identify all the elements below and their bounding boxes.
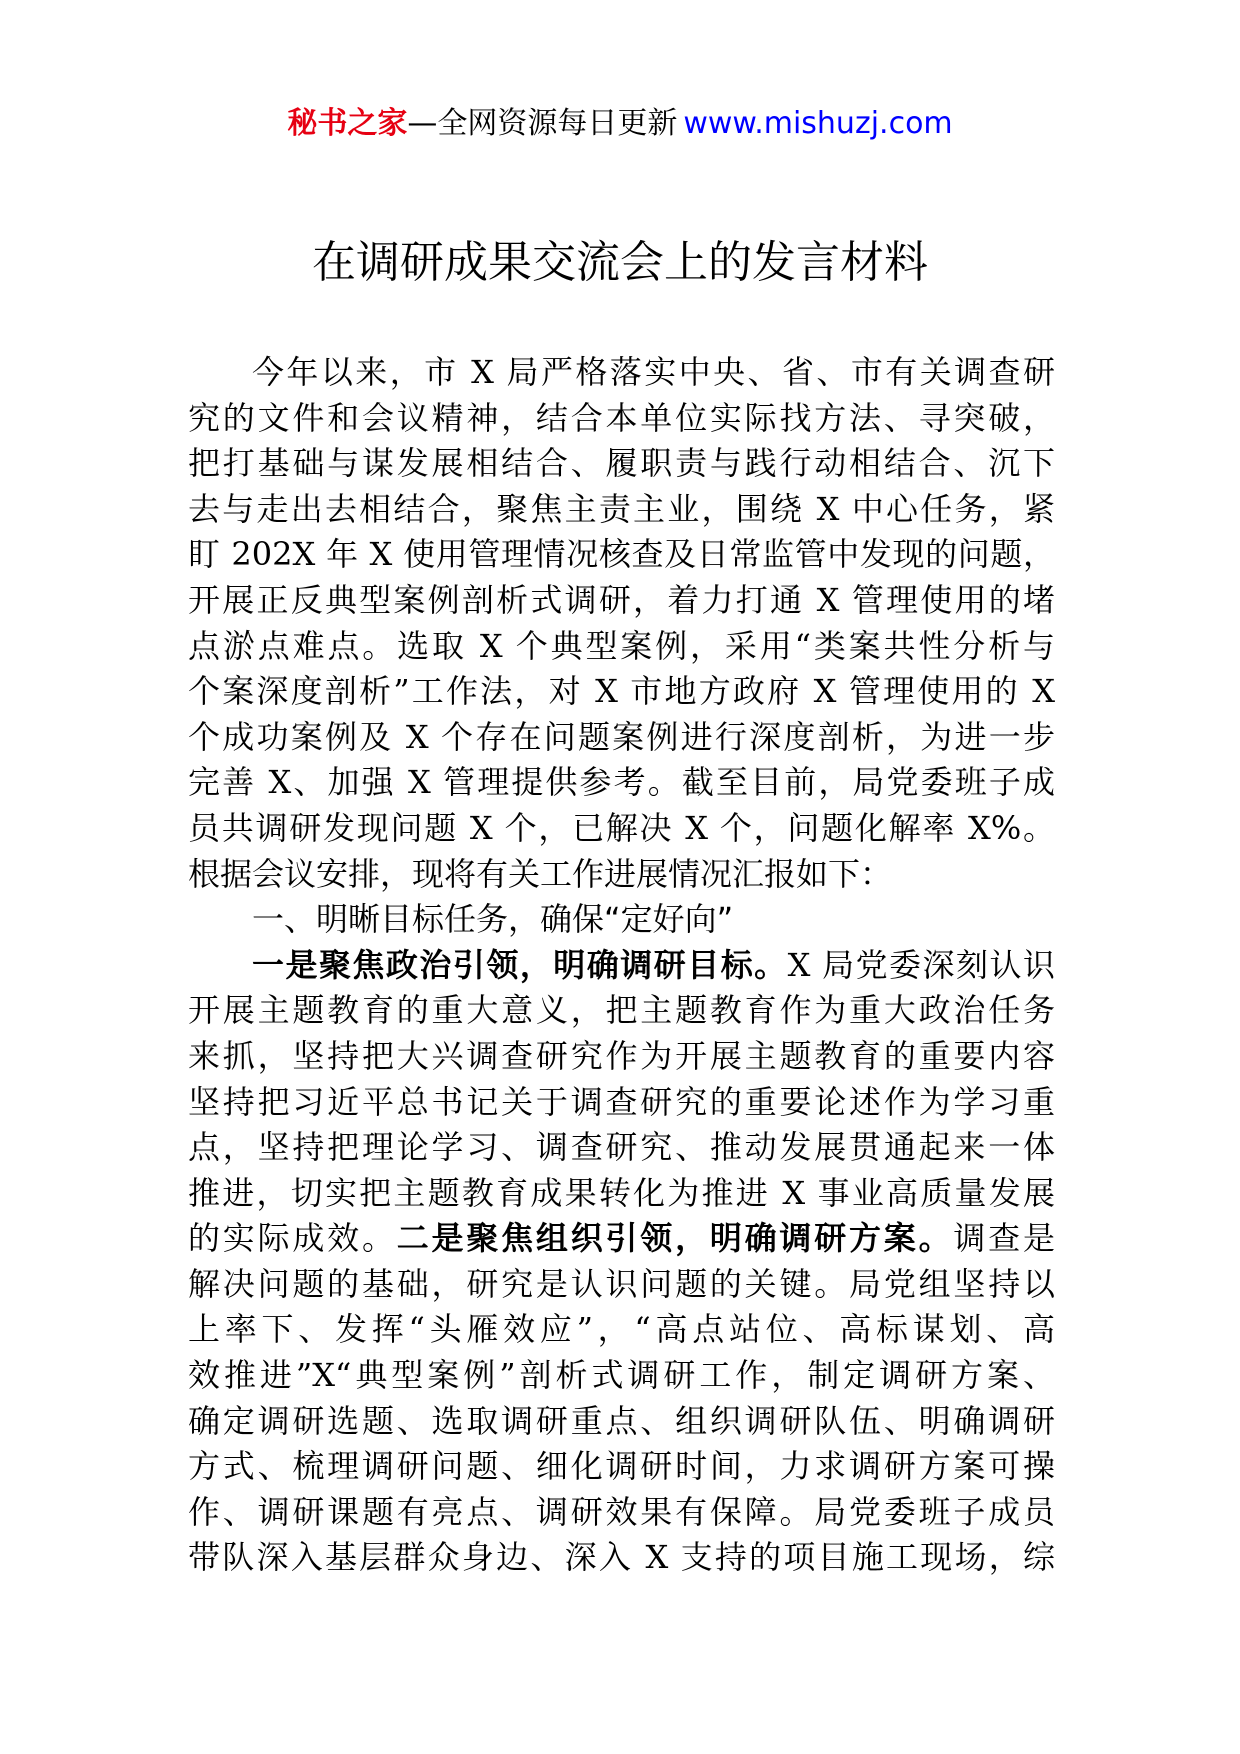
subheading-organizational-leadership: 二是聚焦组织引领，明确调研方案。 <box>396 1219 954 1258</box>
header-tagline: —全网资源每日更新 <box>407 106 678 141</box>
paragraph-text: 的实际成效。 <box>188 1219 397 1258</box>
paragraph-text: 调查是 <box>953 1219 1055 1258</box>
paragraph-line: 把打基础与谋发展相结合、履职责与践行动相结合、沉下 <box>188 444 1055 483</box>
subheading-political-leadership: 一是聚焦政治引领，明确调研目标。 <box>252 945 788 984</box>
paragraph-line: 点，坚持把理论学习、调查研究、推动发展贯通起来一体 <box>188 1128 1055 1167</box>
paragraph-line: 上率下、发挥“头雁效应”，“高点站位、高标谋划、高 <box>188 1310 1055 1349</box>
paragraph-line: 确定调研选题、选取调研重点、组织调研队伍、明确调研 <box>188 1401 1055 1440</box>
section-heading: 一、明晰目标任务，确保“定好向” <box>252 900 734 939</box>
paragraph-line <box>188 1216 1055 1262</box>
paragraph-line: 盯 202X 年 X 使用管理情况核查及日常监管中发现的问题， <box>188 535 1055 574</box>
paragraph-line: 推进，切实把主题教育成果转化为推进 X 事业高质量发展 <box>188 1173 1055 1212</box>
paragraph-line: 究的文件和会议精神，结合本单位实际找方法、寻突破， <box>188 398 1055 437</box>
paragraph-line: 根据会议安排，现将有关工作进展情况汇报如下： <box>188 854 893 893</box>
site-url-link[interactable]: www.mishuzj.com <box>683 106 953 141</box>
paragraph-line: 个案深度剖析”工作法，对 X 市地方政府 X 管理使用的 X <box>188 672 1055 711</box>
paragraph-line: 今年以来，市 X 局严格落实中央、省、市有关调查研 <box>252 353 1055 391</box>
paragraph-line: 完善 X、加强 X 管理提供参考。截至目前，局党委班子成 <box>188 763 1055 802</box>
paragraph-line: 来抓，坚持把大兴调查研究作为开展主题教育的重要内容 <box>188 1036 1055 1075</box>
paragraph-line: 去与走出去相结合，聚焦主责主业，围绕 X 中心任务，紧 <box>188 489 1055 528</box>
intro-paragraph <box>188 350 1055 897</box>
paragraph-line: 解决问题的基础，研究是认识问题的关键。局党组坚持以 <box>188 1264 1055 1303</box>
paragraph-line: 员共调研发现问题 X 个，已解决 X 个，问题化解率 X%。 <box>188 808 1055 847</box>
paragraph-line: 开展正反典型案例剖析式调研，着力打通 X 管理使用的堵 <box>188 580 1055 619</box>
paragraph-line <box>188 943 1055 989</box>
paragraph-line: 作、调研课题有亮点、调研效果有保障。局党委班子成员 <box>188 1492 1055 1531</box>
paragraph-line: 点淤点难点。选取 X 个典型案例，采用“类案共性分析与 <box>188 626 1055 665</box>
brand-name: 秘书之家 <box>287 106 408 141</box>
site-header <box>0 104 1240 144</box>
paragraph-line: 坚持把习近平总书记关于调查研究的重要论述作为学习重 <box>188 1082 1055 1121</box>
paragraph-line: 效推进”X“典型案例”剖析式调研工作，制定调研方案、 <box>188 1356 1055 1395</box>
paragraph-line: 带队深入基层群众身边、深入 X 支持的项目施工现场，综 <box>188 1538 1055 1577</box>
paragraph-line: 开展主题教育的重大意义，把主题教育作为重大政治任务 <box>188 991 1055 1030</box>
paragraph-line: 个成功案例及 X 个存在问题案例进行深度剖析，为进一步 <box>188 717 1055 756</box>
section1-paragraph <box>188 943 1055 1581</box>
paragraph-text: X 局党委深刻认识 <box>787 945 1055 984</box>
paragraph-line: 方式、梳理调研问题、细化调研时间，力求调研方案可操 <box>188 1447 1055 1486</box>
document-title: 在调研成果交流会上的发言材料 <box>312 237 928 288</box>
document-body <box>188 350 1055 1581</box>
